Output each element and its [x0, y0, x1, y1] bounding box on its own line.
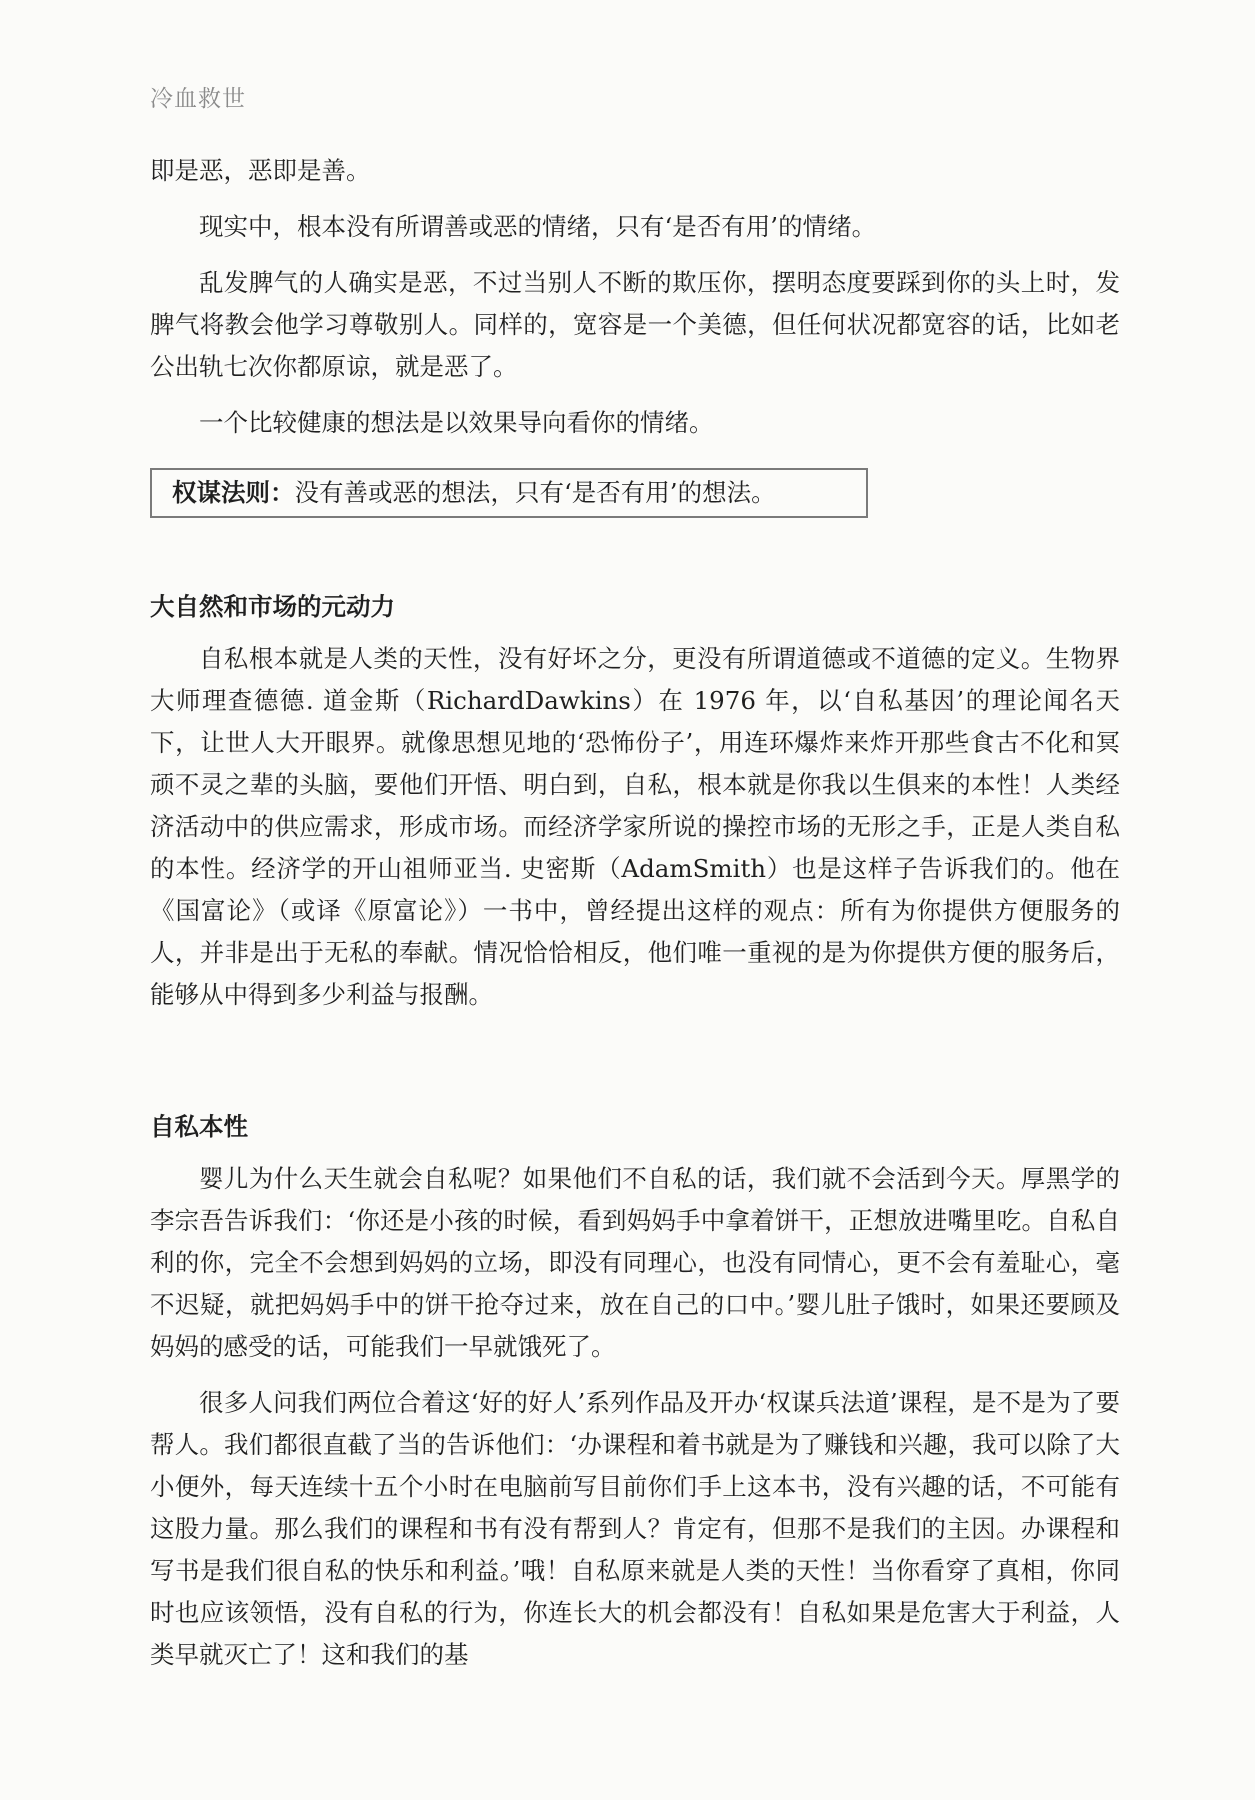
paragraph: 即是恶，恶即是善。: [150, 156, 371, 185]
section-heading: 自私本性: [150, 1112, 248, 1141]
rule-text: 没有善或恶的想法，只有‘是否有用’的想法。: [294, 478, 776, 507]
rule-callout-box: [150, 468, 868, 518]
section-heading: 大自然和市场的元动力: [150, 592, 395, 621]
paragraph: 婴儿为什么天生就会自私呢？如果他们不自私的话，我们就不会活到今天。厚黑学的李宗吾告诉我们：‘你还是小孩的时候，看到妈妈手中拿着饼干，正想放进嘴里吃。自私自利的你，完全不会想到妈妈的立场，即没有同理心，也没有同情心，更不会有羞耻心，毫不迟疑，就把妈妈手中的饼干抢夺过来，放在自己的口中。’婴儿肚子饿时，如果还要顾及妈妈的感受的话，可能我们一早就饿死了。: [150, 1164, 1120, 1361]
paragraph: 自私根本就是人类的天性，没有好坏之分，更没有所谓道德或不道德的定义。生物界大师理查德德. 道金斯（RichardDawkins）在 1976 年，以‘自私基因’的理论闻名天下，让世人大开眼界。就像思想见地的‘恐怖份子’，用连环爆炸来炸开那些食古不化和冥顽不灵之辈的头脑，要他们开悟、明白到，自私，根本就是你我以生俱来的本性！人类经济活动中的供应需求，形成市场。而经济学家所说的操控市场的无形之手，正是人类自私的本性。经济学的开山祖师亚当. 史密斯（AdamSmith）也是这样子告诉我们的。他在《国富论》（或译《原富论》）一书中，曾经提出这样的观点：所有为你提供方便服务的人，并非是出于无私的奉献。情况恰恰相反，他们唯一重视的是为你提供方便的服务后，能够从中得到多少利益与报酬。: [150, 644, 1120, 1009]
rule-label: 权谋法则：: [172, 478, 295, 507]
page-body: [150, 150, 1120, 1690]
running-head: 冷血救世: [150, 86, 246, 112]
paragraph: 很多人问我们两位合着这‘好的好人’系列作品及开办‘权谋兵法道’课程，是不是为了要帮人。我们都很直截了当的告诉他们：‘办课程和着书就是为了赚钱和兴趣，我可以除了大小便外，每天连续十五个小时在电脑前写目前你们手上这本书，没有兴趣的话，不可能有这股力量。那么我们的课程和书有没有帮到人？肯定有，但那不是我们的主因。办课程和写书是我们很自私的快乐和利益。’哦！自私原来就是人类的天性！当你看穿了真相，你同时也应该领悟，没有自私的行为，你连长大的机会都没有！自私如果是危害大于利益，人类早就灭亡了！这和我们的基: [150, 1388, 1120, 1669]
paragraph: 乱发脾气的人确实是恶，不过当别人不断的欺压你，摆明态度要踩到你的头上时，发脾气将教会他学习尊敬别人。同样的，宽容是一个美德，但任何状况都宽容的话，比如老公出轨七次你都原谅，就是恶了。: [150, 268, 1120, 381]
paragraph: 一个比较健康的想法是以效果导向看你的情绪。: [199, 408, 714, 437]
paragraph: 现实中，根本没有所谓善或恶的情绪，只有‘是否有用’的情绪。: [199, 212, 877, 241]
